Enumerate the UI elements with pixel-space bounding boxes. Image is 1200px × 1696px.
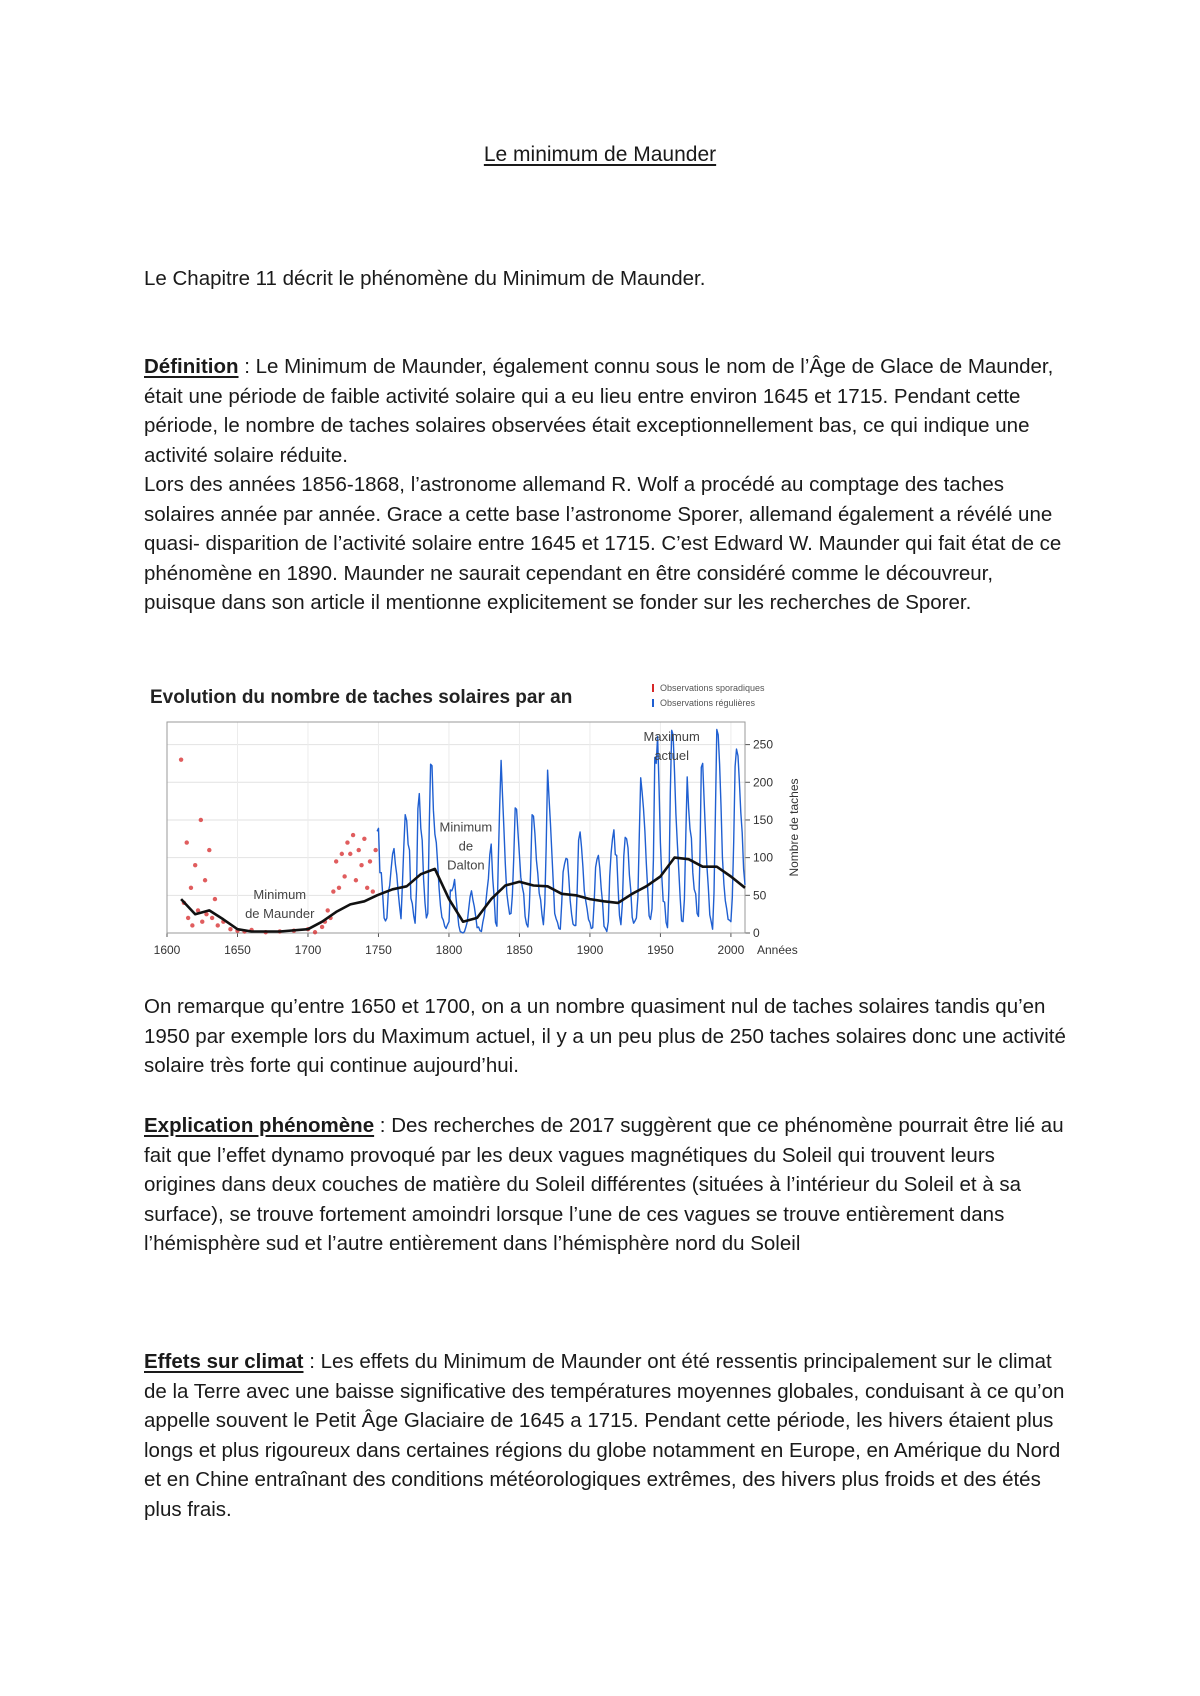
x-tick-label: 2000	[717, 943, 745, 957]
sporadic-point	[354, 878, 358, 882]
x-tick-label: 1600	[153, 943, 181, 957]
x-tick-label: 1950	[647, 943, 674, 957]
annotation-label: de Maunder	[245, 906, 315, 922]
sporadic-point	[337, 886, 341, 890]
definition-text: Le Minimum de Maunder, également connu sous le nom de l’Âge de Glace de Maunder, était une période de faible activité solaire qui a eu lieu entre environ 1645 et 1715. Pendant cette période, le nombre de taches solaires observées était exceptionnellement bas, ce qui indique une activité solaire réduite.	[144, 355, 1054, 467]
sporadic-point	[213, 897, 217, 901]
explication-text: Des recherches de 2017 suggèrent que ce phénomène pourrait être lié au fait que l’effet dynamo provoqué par les deux vagues magnétiques du Soleil qui trouvent leurs origines dans deux couches de matière du Soleil différentes (situées à l’intérieur du Soleil et à sa surface), se trouve fortement amoindri lorsque l’une de ces vagues se trouve entièrement dans l’hémisphère sud et l’autre entièrement dans l’hémisphère nord du Soleil	[144, 1114, 1064, 1255]
x-tick-label: 1700	[294, 943, 322, 957]
sporadic-point	[320, 925, 324, 929]
explication-heading: Explication phénomène	[144, 1114, 375, 1137]
sporadic-point	[345, 840, 349, 844]
observation-paragraph: On remarque qu’entre 1650 et 1700, on a un nombre quasiment nul de taches solaires tandis qu’en 1950 par exemple lors du Maximum actuel, il y a un peu plus de 250 taches solaires donc une activité solaire très forte qui continue aujourd’hui.	[144, 995, 1066, 1077]
annotation-label: actuel	[654, 747, 690, 763]
sporadic-point	[368, 859, 372, 863]
page-title: Le minimum de Maunder	[483, 143, 717, 166]
annotation-label: Maximum	[643, 728, 700, 744]
y-tick-label: 50	[753, 888, 767, 903]
regular-series-line	[377, 730, 745, 934]
x-tick-label: 1650	[224, 943, 251, 957]
sporadic-point	[357, 848, 361, 852]
x-tick-label: 1900	[576, 943, 604, 957]
sporadic-point	[210, 916, 214, 920]
definition-heading: Définition	[144, 355, 239, 378]
effets-text: Les effets du Minimum de Maunder ont été ressentis principalement sur le climat de la Terre avec une baisse significative des températures moyennes globales, conduisant à ce qu’on appelle souvent le Petit Âge Glaciaire de 1645 a 1715. Pendant cette période, les hivers étaient plus longs et plus rigoureux dans certaines régions du globe notamment en Europe, en Amérique du Nord et en Chine entraînant des conditions météorologiques extrêmes, des hivers plus froids et des étés plus frais.	[144, 1350, 1065, 1521]
y-tick-label: 150	[753, 812, 774, 827]
wolf-paragraph: Lors des années 1856-1868, l’astronome allemand R. Wolf a procédé au comptage des taches solaires année par année. Grace a cette base l’astronome Sporer, allemand également a révélé une quasi- disparition de l’activité solaire entre 1645 et 1715. C’est Edward W. Maunder qui fait état de ce phénomène en 1890. Maunder ne saurait cependant en être considéré comme le découvreur, puisque dans son article il mentionne explicitement se fonder sur les recherches de Sporer.	[144, 473, 1062, 614]
sporadic-point	[203, 878, 207, 882]
sporadic-point	[342, 874, 346, 878]
y-tick-label: 0	[753, 926, 760, 940]
sporadic-point	[185, 840, 189, 844]
sporadic-point	[189, 886, 193, 890]
sporadic-point	[326, 908, 330, 912]
sporadic-point	[216, 923, 220, 927]
sporadic-point	[373, 848, 377, 852]
annotation-label: Minimum	[253, 887, 307, 903]
x-tick-label: 1800	[435, 943, 463, 957]
y-tick-label: 100	[753, 850, 774, 865]
annotation-label: de	[458, 838, 474, 854]
effets-paragraph	[144, 1347, 1069, 1524]
x-tick-label: 1750	[365, 943, 392, 957]
sporadic-point	[371, 889, 375, 893]
definition-separator: :	[238, 355, 256, 378]
sporadic-point	[362, 837, 366, 841]
sporadic-point	[334, 859, 338, 863]
y-tick-label: 250	[753, 737, 774, 752]
sporadic-point	[186, 916, 190, 920]
sunspot-chart-svg	[140, 677, 820, 962]
sporadic-point	[331, 889, 335, 893]
effets-separator: :	[303, 1350, 321, 1373]
intro-paragraph: Le Chapitre 11 décrit le phénomène du Minimum de Maunder.	[144, 267, 706, 290]
y-axis-label: Nombre de taches	[787, 778, 801, 877]
sporadic-point	[351, 833, 355, 837]
sporadic-point	[359, 863, 363, 867]
annotation-label: Minimum	[439, 819, 493, 835]
sporadic-point	[365, 886, 369, 890]
y-tick-label: 200	[753, 775, 774, 790]
sporadic-point	[228, 927, 232, 931]
sunspot-chart	[140, 677, 820, 962]
chart-title: Evolution du nombre de taches solaires par an	[150, 687, 573, 708]
explication-paragraph	[144, 1111, 1069, 1259]
sporadic-point	[199, 818, 203, 822]
sporadic-point	[200, 919, 204, 923]
sporadic-point	[340, 852, 344, 856]
annotation-label: Dalton	[447, 857, 485, 873]
definition-paragraph	[144, 352, 1069, 470]
sporadic-point	[348, 852, 352, 856]
sporadic-point	[207, 848, 211, 852]
sporadic-point	[179, 757, 183, 761]
x-axis-label: Années	[757, 943, 798, 957]
effets-heading: Effets sur climat	[144, 1350, 304, 1373]
x-tick-label: 1850	[506, 943, 533, 957]
explication-separator: :	[374, 1114, 392, 1137]
sporadic-point	[193, 863, 197, 867]
sporadic-point	[190, 923, 194, 927]
sporadic-point	[313, 930, 317, 934]
legend-label: Observations sporadiques	[660, 683, 765, 693]
legend-label: Observations régulières	[660, 698, 756, 708]
